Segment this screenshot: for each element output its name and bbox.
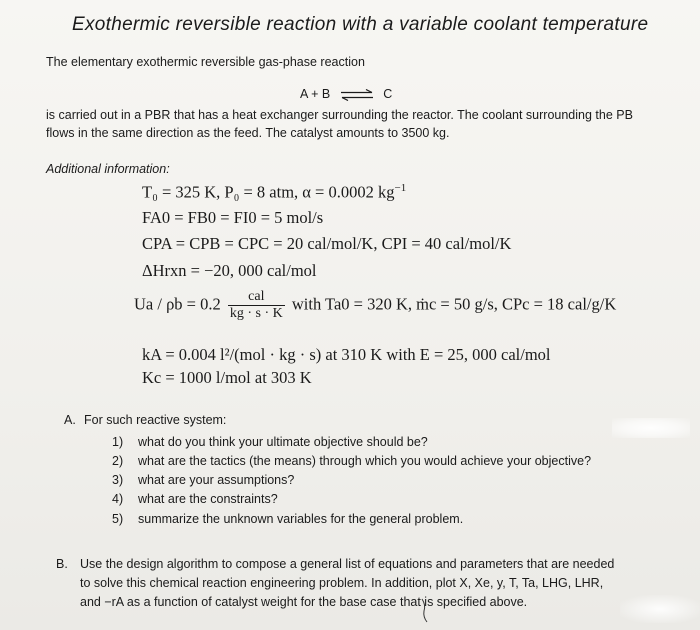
fraction-numerator: cal: [248, 289, 265, 304]
equation-superscript: −1: [394, 182, 407, 194]
fraction: [228, 289, 285, 322]
section-b-line-1: Use the design algorithm to compose a general list of equations and parameters that are needed: [80, 557, 615, 571]
text-cursor-icon: [419, 597, 433, 623]
equation-heat-of-reaction: ΔHrxn = −20, 000 cal/mol: [142, 261, 317, 280]
description-line-1: is carried out in a PBR that has a heat exchanger surrounding the reactor. The coolant surrounding the PB: [46, 108, 633, 122]
equation-rate-constant: kA = 0.004 l²/(mol · kg · s) at 310 K with E = 25, 000 cal/mol: [142, 345, 551, 364]
equation-heat-capacities: CPA = CPB = CPC = 20 cal/mol/K, CPI = 40 cal/mol/K: [142, 234, 512, 253]
list-item-number: 4): [112, 492, 124, 506]
fraction-denominator: kg · s · K: [229, 306, 283, 321]
section-b-line-2: to solve this chemical reaction engineering problem. In addition, plot X, Xe, y, T, Ta, LHG, LHR,: [80, 576, 604, 590]
equation-lhs: Ua / ρb = 0.2: [134, 294, 221, 314]
list-item-text: what are the constraints?: [138, 492, 278, 506]
list-item-number: 3): [112, 473, 124, 487]
reaction-reactants: A + B: [300, 87, 331, 101]
reaction-equation: [300, 87, 392, 101]
list-item-text: what are the tactics (the means) through which you would achieve your objective?: [138, 454, 592, 468]
list-item-text: what do you think your ultimate objective should be?: [138, 435, 428, 449]
list-item-number: 1): [112, 435, 124, 449]
photo-glare: [620, 595, 700, 623]
list-item-number: 2): [112, 454, 124, 468]
photo-glare: [612, 418, 690, 438]
section-a-label: A.: [64, 413, 76, 427]
section-a-intro: For such reactive system:: [84, 413, 227, 427]
equilibrium-arrow-icon: [340, 89, 374, 101]
description-line-2: flows in the same direction as the feed. The catalyst amounts to 3500 kg.: [46, 126, 450, 140]
equation-initial-conditions: [142, 182, 406, 203]
list-item-text: summarize the unknown variables for the general problem.: [138, 512, 464, 526]
section-b-label: B.: [56, 557, 68, 571]
equation-equilibrium-constant: Kc = 1000 l/mol at 303 K: [142, 368, 312, 387]
intro-text: The elementary exothermic reversible gas-phase reaction: [46, 55, 365, 69]
list-item-number: 5): [112, 512, 124, 526]
section-b-line-3: and −rA as a function of catalyst weight for the base case that is specified above.: [80, 595, 528, 609]
equation-rhs: with Ta0 = 320 K, ṁc = 50 g/s, CPc = 18 cal/g/K: [291, 294, 617, 314]
list-item-text: what are your assumptions?: [138, 473, 295, 487]
equation-feed-rates: FA0 = FB0 = FI0 = 5 mol/s: [142, 208, 324, 227]
document-title: Exothermic reversible reaction with a variable coolant temperature: [72, 14, 649, 35]
reaction-product: C: [383, 87, 393, 101]
equation-heat-transfer: [134, 289, 616, 322]
additional-info-label: Additional information:: [46, 162, 170, 176]
equation-text: T₀ = 325 K, P₀ = 8 atm, α = 0.0002 kg: [142, 182, 395, 202]
